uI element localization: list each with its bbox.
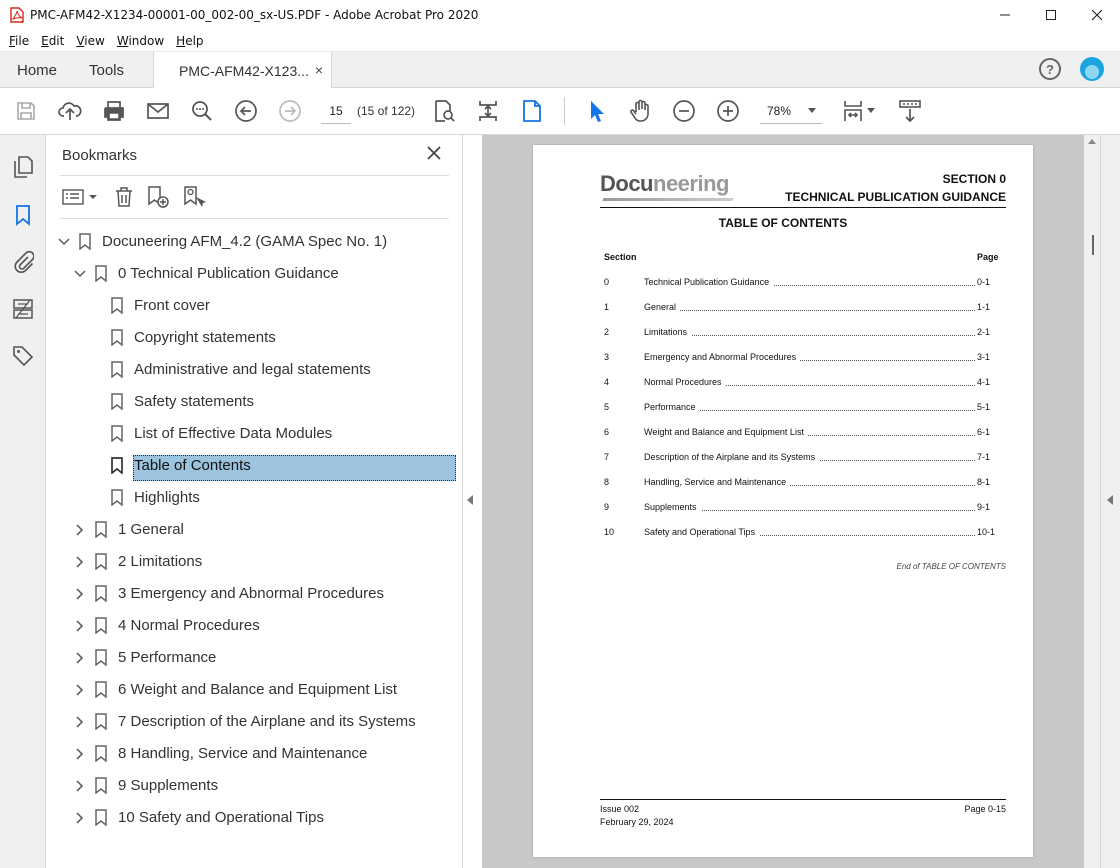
bookmark-label: 8 Handling, Service and Maintenance <box>118 745 368 762</box>
bookmark-highlights[interactable] <box>46 485 463 511</box>
bookmark-icon <box>111 329 123 346</box>
print-icon[interactable] <box>102 99 126 123</box>
page-layout-icon[interactable] <box>842 99 866 123</box>
menu-edit[interactable]: Edit <box>41 33 65 48</box>
bookmark-icon <box>95 265 107 282</box>
chevron-right-icon[interactable] <box>74 556 86 568</box>
tab-bar <box>0 52 1120 88</box>
fit-page-icon[interactable] <box>476 99 500 123</box>
bookmark-icon <box>111 457 123 474</box>
bookmark-options-button[interactable] <box>62 185 98 209</box>
minimize-icon <box>999 9 1011 21</box>
bookmark-icon <box>111 489 123 506</box>
chevron-right-icon[interactable] <box>74 684 86 696</box>
bookmark-copyright[interactable] <box>46 325 463 351</box>
bookmark-label: 7 Description of the Airplane and its Systems <box>118 713 416 730</box>
toc-entry[interactable]: 3 Emergency and Abnormal Procedures 3-1 <box>604 352 991 362</box>
maximize-button[interactable] <box>1028 0 1074 30</box>
list-options-icon <box>62 188 84 206</box>
next-page-icon[interactable] <box>278 99 302 123</box>
attachments-icon[interactable] <box>11 249 35 273</box>
bookmark-label: 6 Weight and Balance and Equipment List <box>118 681 398 698</box>
bookmark-icon <box>95 617 107 634</box>
bookmark-icon <box>111 361 123 378</box>
hand-icon[interactable] <box>628 99 652 123</box>
delete-bookmark-button[interactable] <box>114 185 134 209</box>
tab-home[interactable]: Home <box>17 61 58 79</box>
toc-entry[interactable]: 2 Limitations 2-1 <box>604 327 991 337</box>
logo-swoosh <box>602 198 733 201</box>
bookmark-label: 3 Emergency and Abnormal Procedures <box>118 585 384 602</box>
bookmark-admin-legal[interactable] <box>46 357 463 383</box>
bookmark-label: List of Effective Data Modules <box>134 425 333 442</box>
toc-title: TABLE OF CONTENTS <box>718 216 848 230</box>
tab-document[interactable] <box>153 52 332 89</box>
chevron-down-icon[interactable] <box>58 236 70 248</box>
bookmark-search-icon <box>182 185 206 209</box>
upload-icon[interactable] <box>58 99 82 123</box>
expand-right-pane-handle[interactable] <box>1107 495 1113 505</box>
zoom-select[interactable] <box>760 98 822 124</box>
bookmark-section-6[interactable] <box>46 677 463 703</box>
bookmark-icon <box>95 713 107 730</box>
avatar[interactable] <box>1080 57 1104 81</box>
chevron-down-icon[interactable] <box>74 268 86 280</box>
bookmark-label: Copyright statements <box>134 329 276 346</box>
footer-rule <box>600 799 1006 800</box>
select-cursor-icon[interactable] <box>584 99 608 123</box>
chevron-right-icon[interactable] <box>74 748 86 760</box>
toc-entry[interactable]: 9 Supplements 9-1 <box>604 502 991 512</box>
toc-column-page: Page <box>977 252 999 262</box>
bookmark-label: 5 Performance <box>118 649 217 666</box>
toc-entry[interactable]: 1 General 1-1 <box>604 302 991 312</box>
bookmark-label: 0 Technical Publication Guidance <box>118 265 339 282</box>
acrobat-pdf-icon <box>10 7 24 23</box>
menu-window[interactable]: Window <box>116 33 165 48</box>
chevron-right-icon[interactable] <box>74 812 86 824</box>
bookmarks-panel <box>46 135 463 868</box>
zoom-search-icon[interactable] <box>190 99 214 123</box>
docuneering-logo: Docuneering <box>600 171 729 196</box>
zoom-value: 78% <box>767 104 792 118</box>
pdf-page <box>533 145 1033 857</box>
title-bar <box>0 0 1120 30</box>
bookmark-icon <box>95 777 107 794</box>
page-thumbnails-icon[interactable] <box>11 155 35 179</box>
bookmark-icon <box>111 393 123 410</box>
bookmark-icon <box>111 297 123 314</box>
toc-entry[interactable]: 4 Normal Procedures 4-1 <box>604 377 991 387</box>
bookmark-section-9[interactable] <box>46 773 463 799</box>
bookmark-label: Table of Contents <box>134 457 251 474</box>
bookmark-icon <box>79 233 91 250</box>
menu-file[interactable]: File <box>9 33 30 48</box>
bookmark-label: 2 Limitations <box>118 553 203 570</box>
bookmark-root[interactable] <box>46 229 463 255</box>
window-title: PMC-AFM42-X1234-00001-00_002-00_sx-US.PDF - Adobe Acrobat Pro 2020 <box>30 8 479 22</box>
bookmark-icon <box>95 553 107 570</box>
bookmark-from-selection-button[interactable] <box>182 185 206 209</box>
bookmark-icon <box>95 585 107 602</box>
vertical-scrollbar[interactable] <box>1084 135 1100 868</box>
zoom-out-icon[interactable] <box>672 99 696 123</box>
bookmark-icon <box>95 809 107 826</box>
toc-entry[interactable]: 5 Performance 5-1 <box>604 402 991 412</box>
right-pane-collapsed <box>1100 135 1120 868</box>
bookmark-icon <box>95 649 107 666</box>
toolbar <box>0 88 1120 135</box>
toc-column-section: Section <box>604 252 637 262</box>
menu-help[interactable]: Help <box>176 33 204 48</box>
bookmark-icon <box>111 425 123 442</box>
email-icon[interactable] <box>146 99 170 123</box>
tab-close-icon[interactable]: × <box>314 62 323 78</box>
bookmark-icon <box>95 521 107 538</box>
scroll-up-icon[interactable] <box>1088 139 1096 144</box>
chevron-right-icon[interactable] <box>74 524 86 536</box>
footer-issue: Issue 002 <box>600 804 640 814</box>
minimize-button[interactable] <box>982 0 1028 30</box>
chevron-right-icon[interactable] <box>74 780 86 792</box>
tags-icon[interactable] <box>11 343 35 367</box>
bookmark-icon <box>95 681 107 698</box>
find-icon[interactable] <box>432 99 456 123</box>
panel-divider <box>60 175 449 176</box>
bookmarks-title: Bookmarks <box>62 147 138 164</box>
bookmark-section-5[interactable] <box>46 645 463 671</box>
end-of-toc-note: End of TABLE OF CONTENTS <box>896 562 1006 571</box>
page-view-icon[interactable] <box>520 99 544 123</box>
bookmark-label: 1 General <box>118 521 184 538</box>
chevron-right-icon[interactable] <box>74 652 86 664</box>
layers-icon[interactable] <box>11 297 35 321</box>
help-icon[interactable]: ? <box>1039 58 1061 80</box>
close-panel-icon[interactable] <box>426 145 442 161</box>
bookmark-label: Front cover <box>134 297 210 314</box>
page-count: (15 of 122) <box>357 104 416 118</box>
add-bookmark-icon <box>146 185 170 209</box>
bookmark-table-of-contents[interactable] <box>46 453 463 479</box>
close-icon <box>1091 9 1103 21</box>
toolbar-divider <box>564 97 565 125</box>
bookmark-loedm[interactable] <box>46 421 463 447</box>
page-number-input[interactable]: 15 <box>321 98 351 124</box>
toc-entry[interactable]: 7 Description of the Airplane and its Systems 7-1 <box>604 452 991 462</box>
bookmark-safety[interactable] <box>46 389 463 415</box>
collapse-panel-handle[interactable] <box>467 495 473 505</box>
bookmark-label: Administrative and legal statements <box>134 361 371 378</box>
toc-entry[interactable]: 8 Handling, Service and Maintenance 8-1 <box>604 477 991 487</box>
prev-page-icon[interactable] <box>234 99 258 123</box>
scroll-mode-icon[interactable] <box>898 99 922 123</box>
navigation-rail <box>0 135 46 868</box>
chevron-right-icon[interactable] <box>74 620 86 632</box>
toc-entry[interactable]: 6 Weight and Balance and Equipment List 6-1 <box>604 427 991 437</box>
chevron-down-icon <box>808 108 816 113</box>
section-title: TECHNICAL PUBLICATION GUIDANCE <box>785 190 1006 204</box>
menu-view[interactable]: View <box>76 33 105 48</box>
bookmark-section-3[interactable] <box>46 581 463 607</box>
bookmark-label: 4 Normal Procedures <box>118 617 260 634</box>
section-number: SECTION 0 <box>942 172 1006 186</box>
bookmark-label: Docuneering AFM_4.2 (GAMA Spec No. 1) <box>102 233 388 250</box>
bookmark-section-4[interactable] <box>46 613 463 639</box>
toc-entry[interactable]: 0 Technical Publication Guidance 0-1 <box>604 277 991 287</box>
bookmark-section-7[interactable] <box>46 709 463 735</box>
tab-document-label: PMC-AFM42-X123... <box>179 62 309 79</box>
tab-tools[interactable]: Tools <box>89 61 125 79</box>
new-bookmark-button[interactable] <box>146 185 170 209</box>
bookmarks-panel-icon[interactable] <box>11 203 35 227</box>
panel-divider <box>60 218 449 219</box>
bookmark-label: 10 Safety and Operational Tips <box>118 809 324 826</box>
menu-bar <box>0 30 1120 52</box>
page-layout-caret-icon[interactable] <box>866 99 876 123</box>
bookmark-front-cover[interactable] <box>46 293 463 319</box>
bookmark-icon <box>95 745 107 762</box>
maximize-icon <box>1045 9 1057 21</box>
chevron-right-icon[interactable] <box>74 588 86 600</box>
trash-icon <box>114 186 134 208</box>
close-window-button[interactable] <box>1074 0 1120 30</box>
chevron-down-icon <box>88 194 98 200</box>
scroll-thumb[interactable] <box>1092 235 1094 255</box>
save-icon[interactable] <box>14 99 38 123</box>
header-rule <box>600 207 1006 208</box>
bookmark-section-1[interactable] <box>46 517 463 543</box>
toc-entry[interactable]: 10 Safety and Operational Tips 10-1 <box>604 527 996 537</box>
footer-page-number: Page 0-15 <box>964 804 1006 814</box>
zoom-in-icon[interactable] <box>716 99 740 123</box>
bookmark-label: Safety statements <box>134 393 255 410</box>
bookmark-section-8[interactable] <box>46 741 463 767</box>
bookmark-label: 9 Supplements <box>118 777 219 794</box>
chevron-right-icon[interactable] <box>74 716 86 728</box>
bookmark-section-10[interactable] <box>46 805 463 831</box>
bookmark-label: Highlights <box>134 489 200 506</box>
document-view[interactable] <box>482 135 1084 868</box>
bookmark-section-2[interactable] <box>46 549 463 575</box>
footer-date: February 29, 2024 <box>600 817 674 827</box>
bookmark-section-0[interactable] <box>46 261 463 287</box>
